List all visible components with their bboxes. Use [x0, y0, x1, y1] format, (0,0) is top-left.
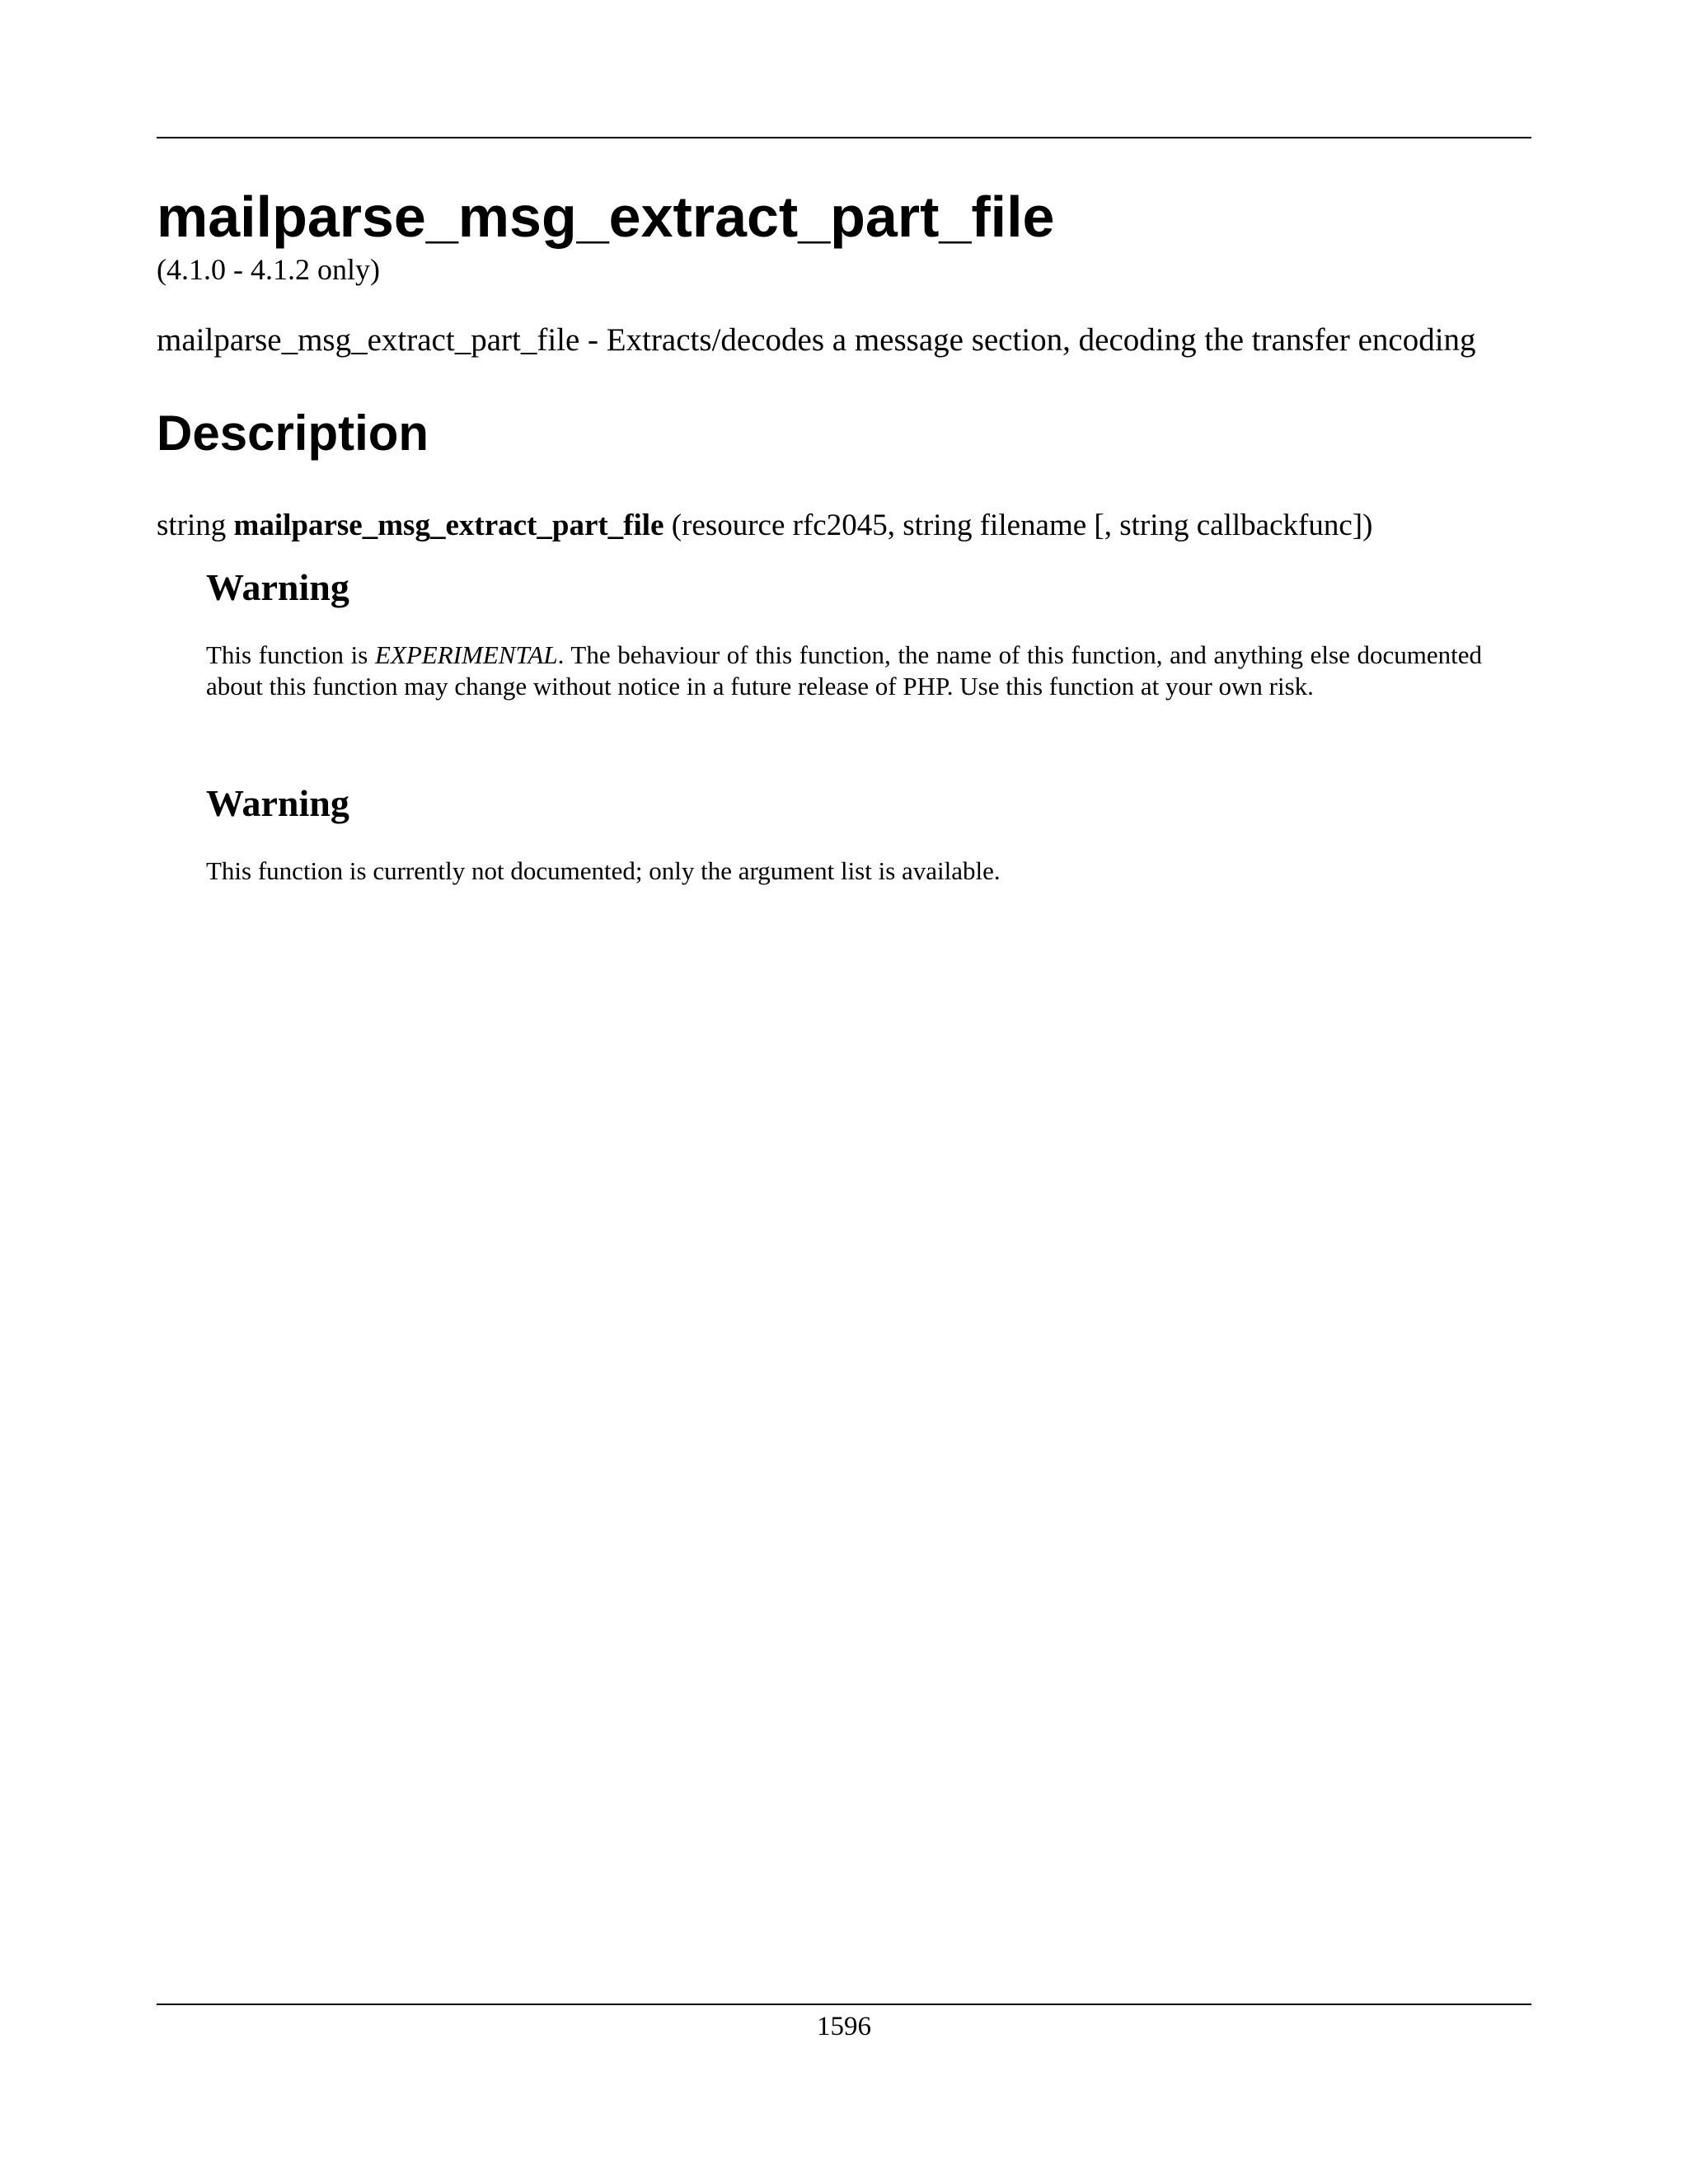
- header-rule: [157, 137, 1531, 138]
- function-synopsis: [157, 510, 1372, 541]
- synopsis-return-type: string: [157, 509, 227, 542]
- warning-undocumented-text: This function is currently not documented; only the argument list is available.: [206, 856, 1001, 885]
- warning-undocumented-title: Warning: [206, 782, 349, 824]
- synopsis-params: (resource rfc2045, string filename [, string callbackfunc]): [671, 509, 1373, 542]
- warning-experimental-text-after: . The behaviour of this function, the name of this function, and anything else documented about this function may change without notice in a future release of PHP. Use this function at your own risk.: [206, 640, 1482, 701]
- page-number: 1596: [817, 2012, 871, 2041]
- warning-experimental-text: [206, 640, 1482, 702]
- version-info: (4.1.0 - 4.1.2 only): [157, 253, 380, 286]
- warning-experimental-emphasis: EXPERIMENTAL: [375, 640, 558, 669]
- function-purpose: mailparse_msg_extract_part_file - Extracts/decodes a message section, decoding the transfer encoding: [157, 322, 1476, 358]
- page-title: mailparse_msg_extract_part_file: [157, 185, 1055, 249]
- footer-rule: [157, 2004, 1531, 2005]
- description-heading: Description: [157, 405, 429, 461]
- synopsis-function-name: mailparse_msg_extract_part_file: [233, 509, 664, 542]
- warning-experimental-text-before: This function is: [206, 640, 368, 669]
- warning-experimental-title: Warning: [206, 566, 349, 608]
